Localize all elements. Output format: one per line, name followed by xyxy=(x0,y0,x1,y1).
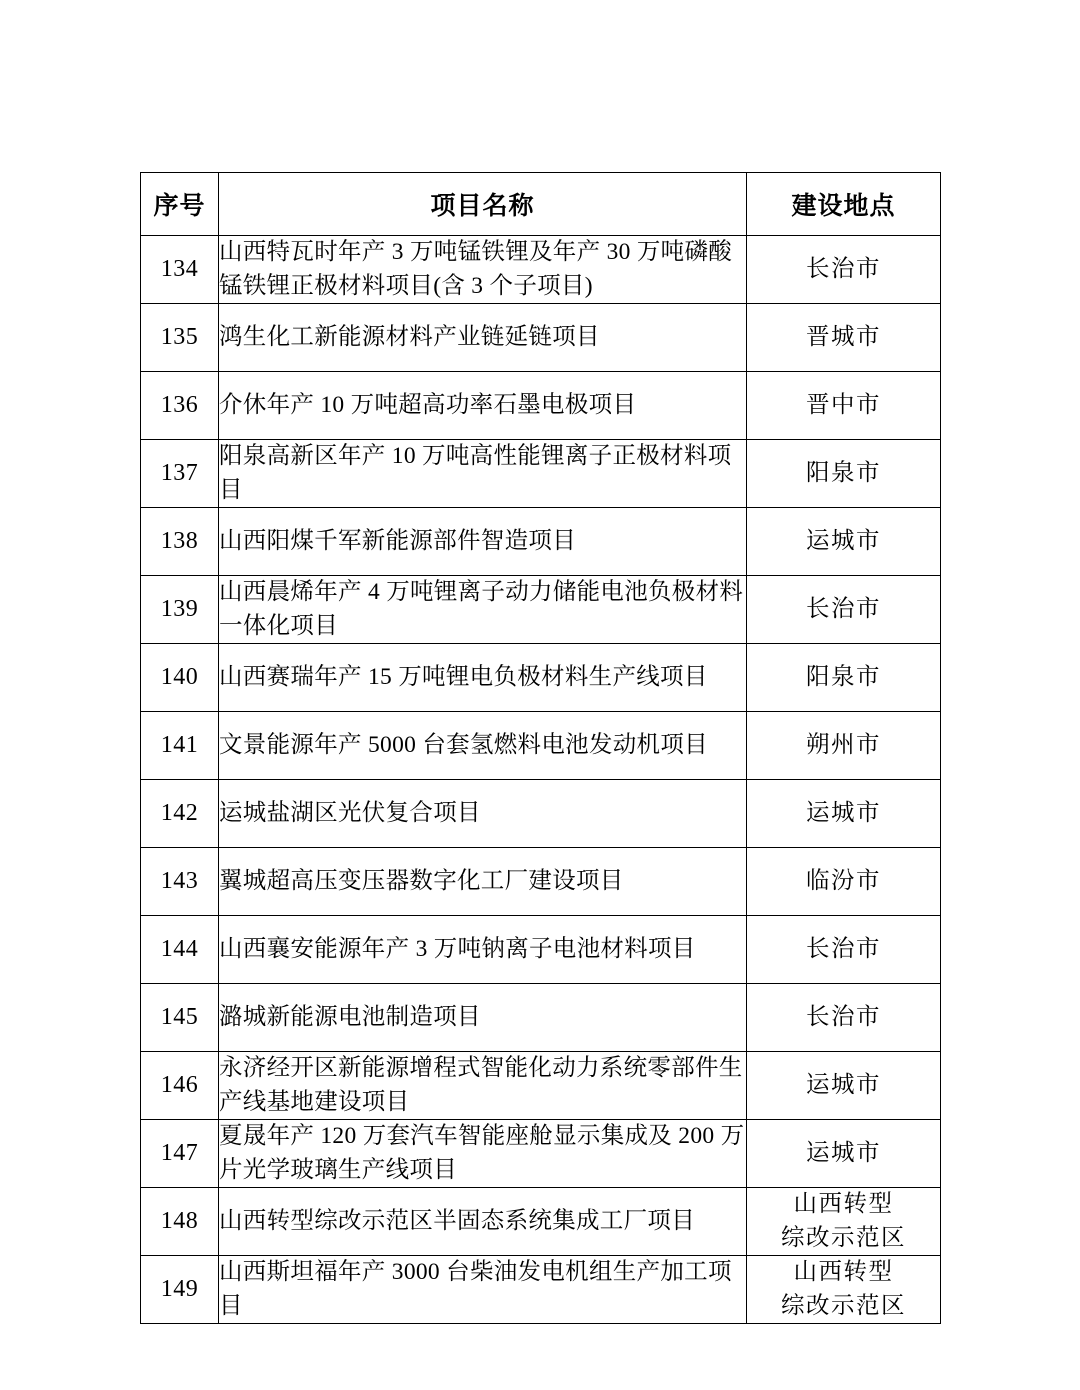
site-line: 阳泉市 xyxy=(806,663,881,690)
cell-index: 137 xyxy=(141,440,219,508)
cell-project-name: 山西斯坦福年产 3000 台柴油发电机组生产加工项目 xyxy=(219,1256,747,1324)
cell-project-name: 山西襄安能源年产 3 万吨钠离子电池材料项目 xyxy=(219,916,747,984)
cell-project-name: 山西赛瑞年产 15 万吨锂电负极材料生产线项目 xyxy=(219,644,747,712)
table-header-row xyxy=(141,173,941,236)
cell-index: 135 xyxy=(141,304,219,372)
table-row xyxy=(141,576,941,644)
cell-site xyxy=(747,712,941,780)
table-header xyxy=(141,173,941,236)
table-row xyxy=(141,1256,941,1324)
cell-site xyxy=(747,440,941,508)
site-line: 长治市 xyxy=(806,595,881,622)
table-row xyxy=(141,644,941,712)
table-row xyxy=(141,508,941,576)
cell-index: 142 xyxy=(141,780,219,848)
site-line: 运城市 xyxy=(806,799,881,826)
cell-site xyxy=(747,1052,941,1120)
site-line: 综改示范区 xyxy=(781,1224,906,1251)
cell-index: 140 xyxy=(141,644,219,712)
table-row xyxy=(141,372,941,440)
cell-project-name: 山西转型综改示范区半固态系统集成工厂项目 xyxy=(219,1188,747,1256)
cell-index: 136 xyxy=(141,372,219,440)
cell-site xyxy=(747,372,941,440)
cell-index: 139 xyxy=(141,576,219,644)
cell-site xyxy=(747,1120,941,1188)
table-row xyxy=(141,984,941,1052)
cell-site xyxy=(747,1256,941,1324)
table-row xyxy=(141,712,941,780)
site-line: 运城市 xyxy=(806,1139,881,1166)
column-header-site: 建设地点 xyxy=(747,173,941,236)
cell-index: 147 xyxy=(141,1120,219,1188)
site-line: 综改示范区 xyxy=(781,1292,906,1319)
cell-project-name: 运城盐湖区光伏复合项目 xyxy=(219,780,747,848)
site-line: 临汾市 xyxy=(806,867,881,894)
project-list-table-wrapper xyxy=(140,172,940,1324)
cell-site xyxy=(747,236,941,304)
site-line: 晋城市 xyxy=(806,323,881,350)
site-line: 朔州市 xyxy=(806,731,881,758)
cell-index: 138 xyxy=(141,508,219,576)
cell-project-name: 介休年产 10 万吨超高功率石墨电极项目 xyxy=(219,372,747,440)
cell-site xyxy=(747,304,941,372)
site-line: 晋中市 xyxy=(806,391,881,418)
cell-project-name: 翼城超高压变压器数字化工厂建设项目 xyxy=(219,848,747,916)
table-row xyxy=(141,916,941,984)
site-line: 运城市 xyxy=(806,1071,881,1098)
cell-project-name: 鸿生化工新能源材料产业链延链项目 xyxy=(219,304,747,372)
cell-site xyxy=(747,916,941,984)
cell-site xyxy=(747,780,941,848)
site-line: 阳泉市 xyxy=(806,459,881,486)
cell-project-name: 永济经开区新能源增程式智能化动力系统零部件生产线基地建设项目 xyxy=(219,1052,747,1120)
cell-project-name: 阳泉高新区年产 10 万吨高性能锂离子正极材料项目 xyxy=(219,440,747,508)
project-list-table xyxy=(140,172,941,1324)
cell-site xyxy=(747,508,941,576)
table-row xyxy=(141,1052,941,1120)
cell-index: 134 xyxy=(141,236,219,304)
cell-site xyxy=(747,848,941,916)
cell-index: 141 xyxy=(141,712,219,780)
cell-project-name: 山西晨烯年产 4 万吨锂离子动力储能电池负极材料一体化项目 xyxy=(219,576,747,644)
cell-site xyxy=(747,644,941,712)
cell-project-name: 文景能源年产 5000 台套氢燃料电池发动机项目 xyxy=(219,712,747,780)
site-line: 长治市 xyxy=(806,1003,881,1030)
site-line: 山西转型 xyxy=(793,1191,894,1218)
cell-site xyxy=(747,984,941,1052)
site-line: 长治市 xyxy=(806,255,881,282)
table-body xyxy=(141,236,941,1324)
cell-index: 144 xyxy=(141,916,219,984)
site-line: 长治市 xyxy=(806,935,881,962)
cell-index: 145 xyxy=(141,984,219,1052)
table-row xyxy=(141,848,941,916)
cell-project-name: 山西特瓦时年产 3 万吨锰铁锂及年产 30 万吨磷酸锰铁锂正极材料项目(含 3 个子项目) xyxy=(219,236,747,304)
cell-index: 143 xyxy=(141,848,219,916)
cell-site xyxy=(747,1188,941,1256)
table-row xyxy=(141,1120,941,1188)
table-row xyxy=(141,236,941,304)
table-row xyxy=(141,1188,941,1256)
cell-index: 148 xyxy=(141,1188,219,1256)
cell-project-name: 潞城新能源电池制造项目 xyxy=(219,984,747,1052)
site-line: 山西转型 xyxy=(793,1259,894,1286)
table-row xyxy=(141,440,941,508)
column-header-project-name: 项目名称 xyxy=(219,173,747,236)
cell-project-name: 山西阳煤千军新能源部件智造项目 xyxy=(219,508,747,576)
column-header-index: 序号 xyxy=(141,173,219,236)
table-row xyxy=(141,780,941,848)
cell-project-name: 夏晟年产 120 万套汽车智能座舱显示集成及 200 万片光学玻璃生产线项目 xyxy=(219,1120,747,1188)
cell-index: 149 xyxy=(141,1256,219,1324)
cell-site xyxy=(747,576,941,644)
cell-index: 146 xyxy=(141,1052,219,1120)
site-line: 运城市 xyxy=(806,527,881,554)
table-row xyxy=(141,304,941,372)
